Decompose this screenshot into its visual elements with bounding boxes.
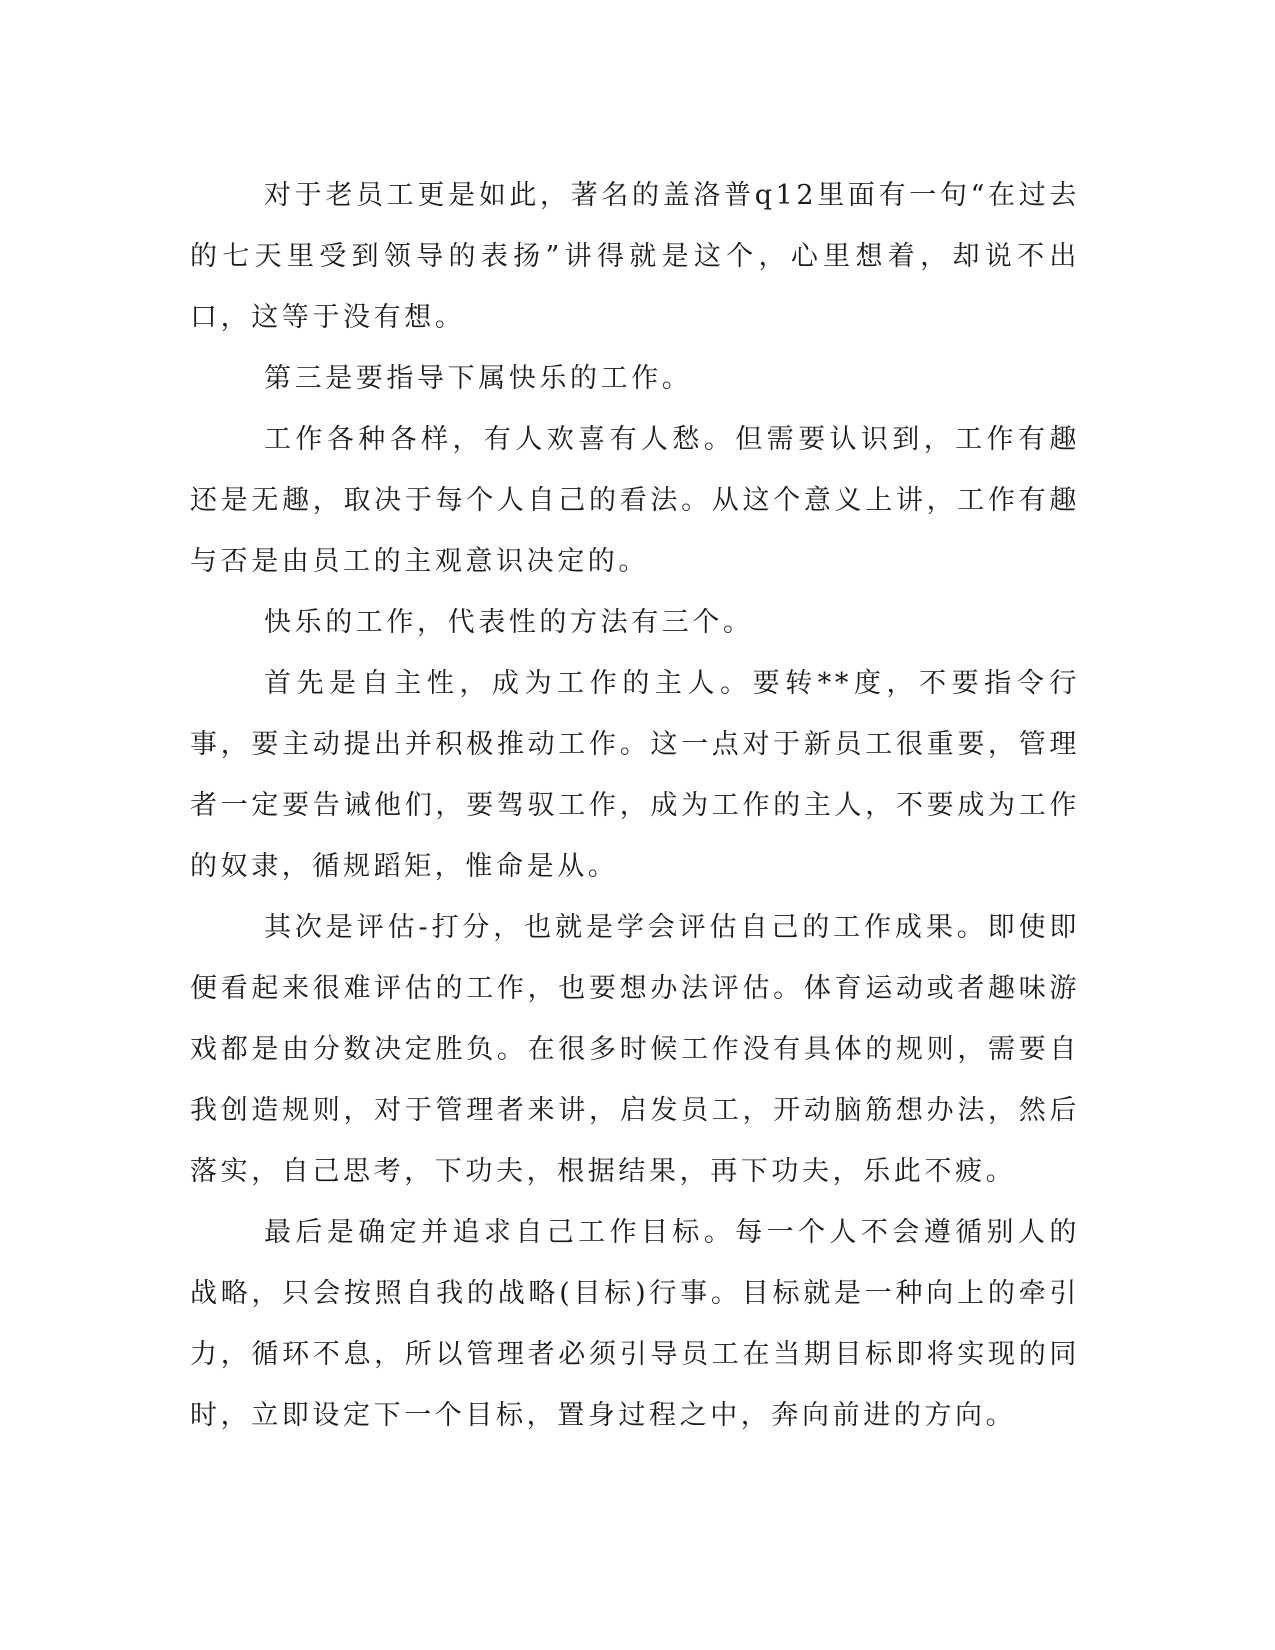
paragraph-1: 对于老员工更是如此，著名的盖洛普q12里面有一句“在过去的七天里受到领导的表扬”讲得就是这个，心里想着，却说不出口，这等于没有想。 (190, 180, 1080, 333)
paragraph-4: 快乐的工作，代表性的方法有三个。 (264, 607, 754, 638)
paragraph-5: 首先是自主性，成为工作的主人。要转**度，不要指令行事，要主动提出并积极推动工作。这一点对于新员工很重要，管理者一定要告诫他们，要驾驭工作，成为工作的主人，不要成为工作的奴隶，循规蹈矩，惟命是从。 (190, 668, 1080, 882)
paragraph-7: 最后是确定并追求自己工作目标。每一个人不会遵循别人的战略，只会按照自我的战略(目标)行事。目标就是一种向上的牵引力，循环不息，所以管理者必须引导员工在当期目标即将实现的同时，立即设定下一个目标，置身过程之中，奔向前进的方向。 (190, 1217, 1080, 1431)
paragraph-3: 工作各种各样，有人欢喜有人愁。但需要认识到，工作有趣还是无趣，取决于每个人自己的看法。从这个意义上讲，工作有趣与否是由员工的主观意识决定的。 (190, 424, 1080, 577)
paragraph-6: 其次是评估-打分，也就是学会评估自己的工作成果。即使即便看起来很难评估的工作，也要想办法评估。体育运动或者趣味游戏都是由分数决定胜负。在很多时候工作没有具体的规则，需要自我创造规则，对于管理者来讲，启发员工，开动脑筋想办法，然后落实，自己思考，下功夫，根据结果，再下功夫，乐此不疲。 (190, 912, 1080, 1187)
paragraph-2: 第三是要指导下属快乐的工作。 (264, 363, 693, 394)
document-body (190, 165, 1080, 1446)
